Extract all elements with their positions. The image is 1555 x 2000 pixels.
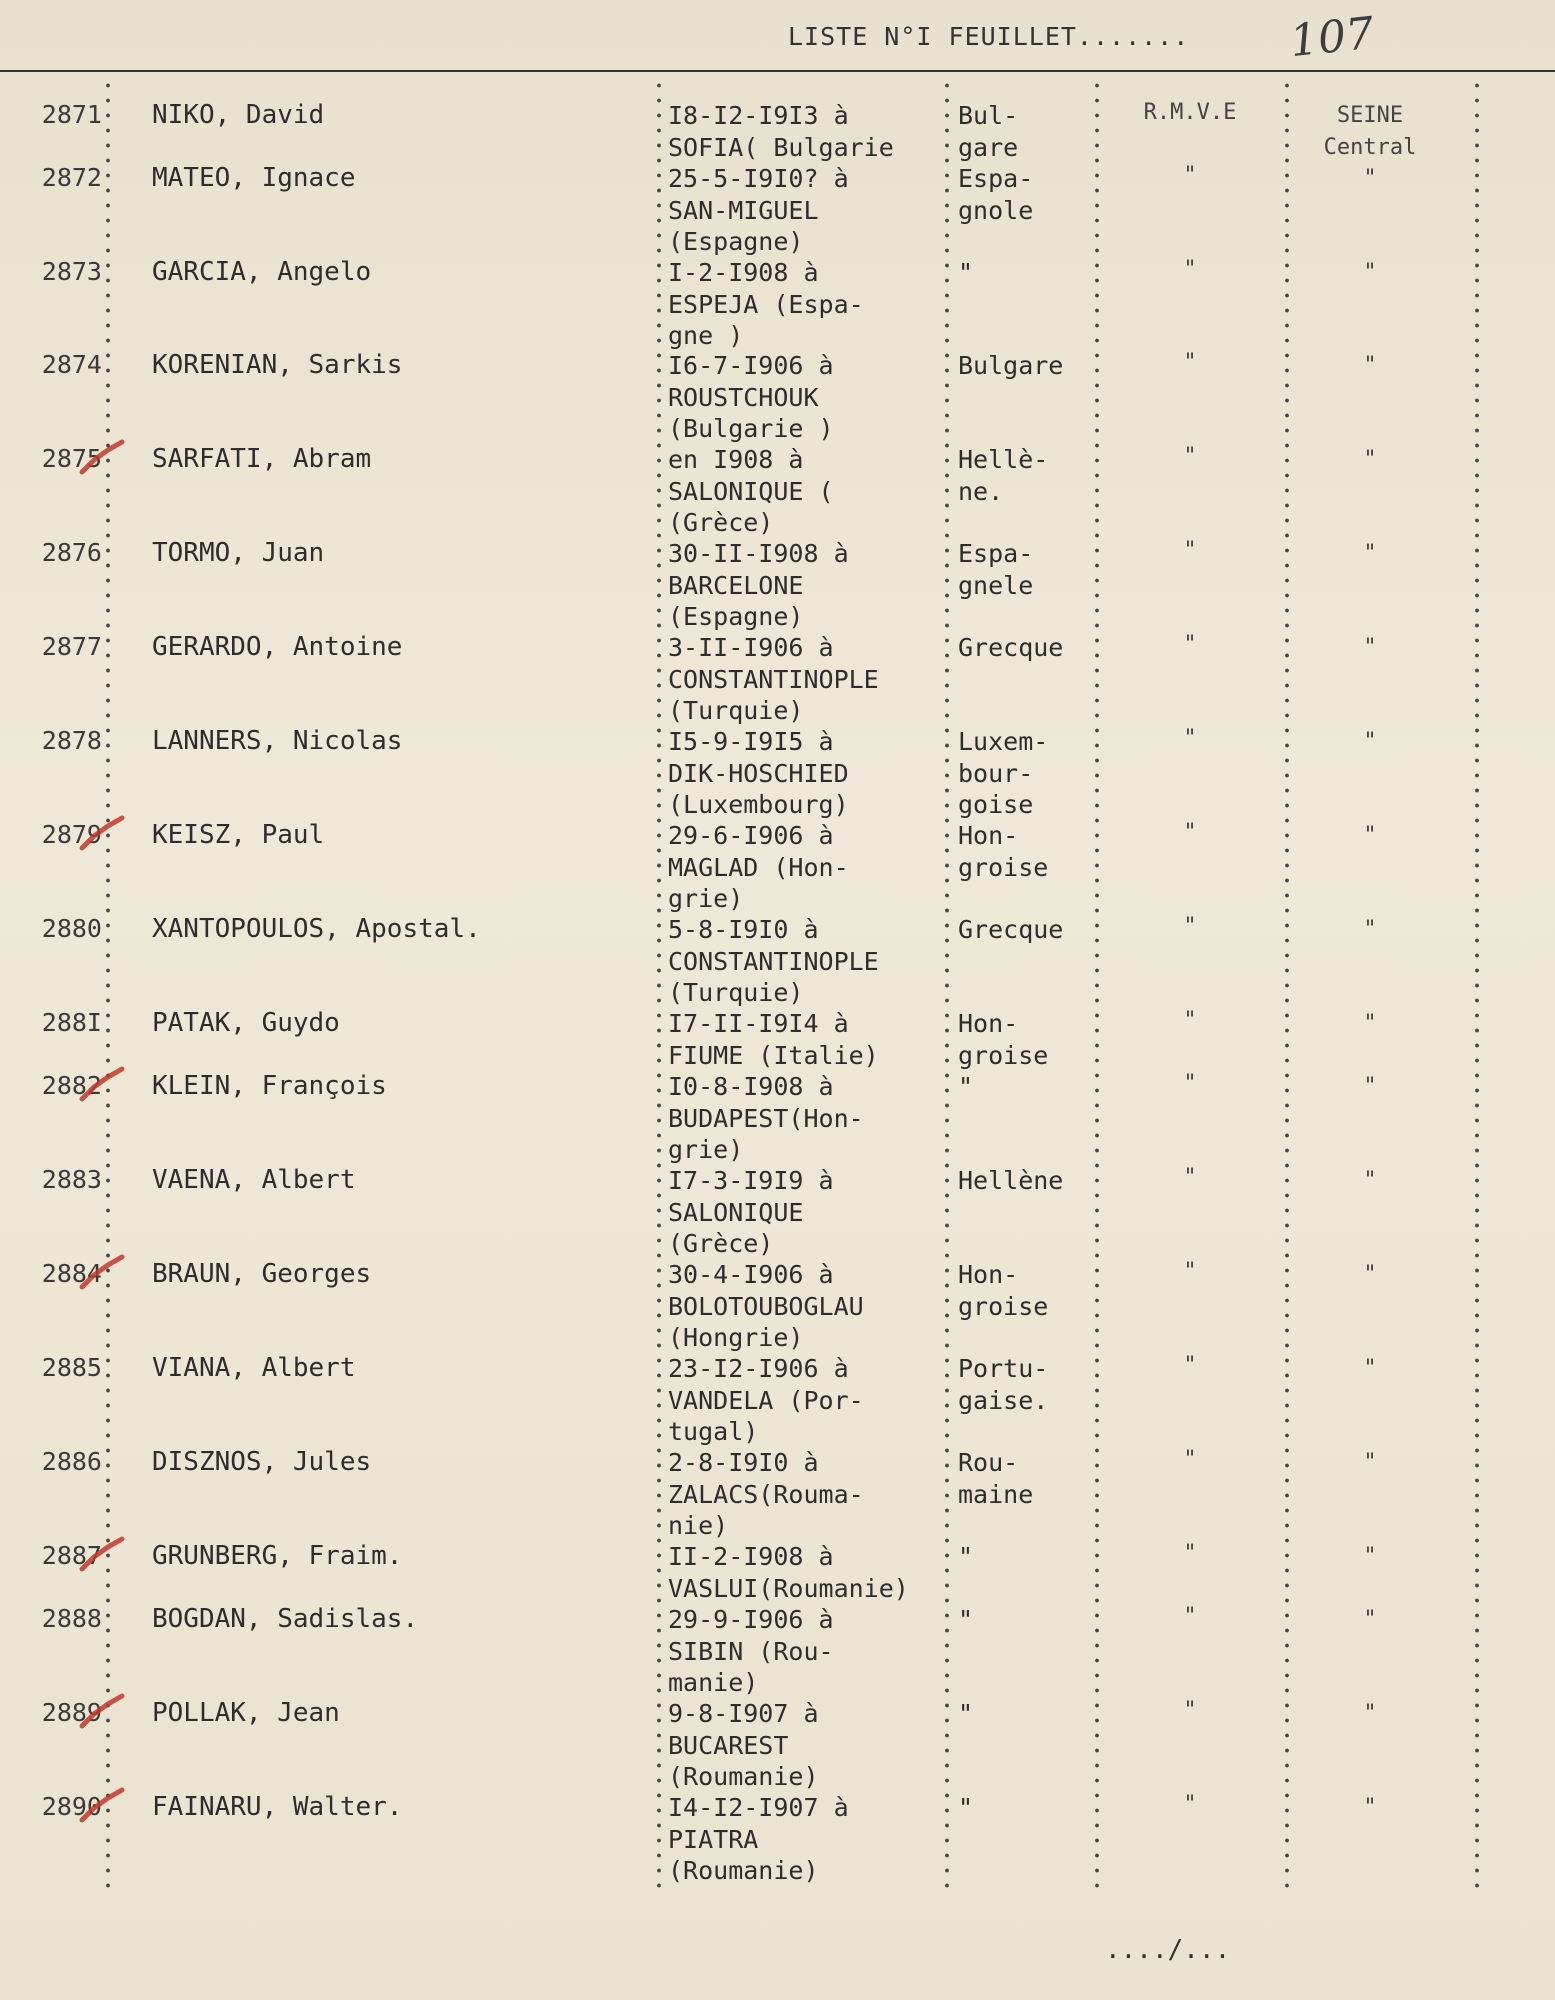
department xyxy=(1290,1447,1450,1479)
entry-number: 2876 xyxy=(41,538,102,567)
person-name: KORENIAN, Sarkis xyxy=(152,350,403,380)
person-name: TORMO, Juan xyxy=(152,538,325,568)
nationality-line: Luxem- xyxy=(958,727,1049,756)
department-line: " xyxy=(1363,917,1377,942)
nationality-line: Grecque xyxy=(958,915,1064,944)
birth-line: (Bulgarie ) xyxy=(668,414,834,443)
birth-line: manie) xyxy=(668,1668,759,1697)
birth-info xyxy=(668,1259,946,1354)
birth-line: FIUME (Italie) xyxy=(668,1040,879,1070)
person-name: MATEO, Ignace xyxy=(152,163,356,193)
person-name: PATAK, Guydo xyxy=(152,1008,340,1038)
nationality-line: Hellène xyxy=(958,1166,1064,1195)
handwritten-page-number: 107 xyxy=(1287,7,1377,68)
person-name: SARFATI, Abram xyxy=(152,444,372,474)
red-check-mark-icon xyxy=(78,1065,126,1105)
birth-line: (Luxembourg) xyxy=(668,790,849,819)
birth-line: (Turquie) xyxy=(668,696,804,725)
nationality xyxy=(958,1541,1098,1573)
nationality-line: Rou- xyxy=(958,1448,1019,1477)
register-entry xyxy=(0,820,1555,913)
department-line: SEINE xyxy=(1336,103,1404,128)
entry-number: 288I xyxy=(41,1008,102,1037)
rmve-status: R.M.V.E xyxy=(1143,100,1237,125)
person-name: XANTOPOULOS, Apostal. xyxy=(152,914,481,944)
department xyxy=(1290,1008,1450,1040)
birth-line: VANDELA (Por- xyxy=(668,1385,864,1415)
entry-number: 2873 xyxy=(41,257,102,286)
nationality-line: " xyxy=(958,1699,974,1728)
nationality xyxy=(958,632,1098,664)
department-line: " xyxy=(1363,166,1377,191)
entry-number: 2886 xyxy=(41,1447,102,1476)
rmve-status: " xyxy=(1183,1698,1197,1723)
birth-info xyxy=(668,1698,946,1793)
entry-number: 2872 xyxy=(41,163,102,192)
rmve-status: " xyxy=(1183,1353,1197,1378)
nationality-line: Bul- xyxy=(958,101,1019,130)
entry-number: 2889 xyxy=(41,1698,102,1727)
department-line: " xyxy=(1363,1168,1377,1193)
department xyxy=(1290,257,1450,289)
person-name: KEISZ, Paul xyxy=(152,820,325,850)
rmve-status: " xyxy=(1183,632,1197,657)
person-name: KLEIN, François xyxy=(152,1071,387,1101)
birth-info xyxy=(668,726,946,821)
nationality xyxy=(958,914,1098,946)
department-line: " xyxy=(1363,1011,1377,1036)
person-name: POLLAK, Jean xyxy=(152,1698,340,1728)
department xyxy=(1290,820,1450,852)
red-check-mark-icon xyxy=(78,814,126,854)
nationality xyxy=(958,163,1098,226)
nationality xyxy=(958,350,1098,382)
birth-line: grie) xyxy=(668,884,744,913)
birth-line: I0-8-I908 à xyxy=(668,1072,834,1101)
person-name: GERARDO, Antoine xyxy=(152,632,403,662)
birth-line: (Grèce) xyxy=(668,508,774,537)
register-entry xyxy=(0,1165,1555,1258)
nationality xyxy=(958,1792,1098,1824)
nationality-line: Espa- xyxy=(958,539,1034,568)
entry-number: 2884 xyxy=(41,1259,102,1288)
nationality xyxy=(958,257,1098,289)
nationality-line: Hellè- xyxy=(958,445,1049,474)
person-name: FAINARU, Walter. xyxy=(152,1792,403,1822)
entry-number: 2885 xyxy=(41,1353,102,1382)
nationality-line: " xyxy=(958,258,974,287)
nationality-line: groise xyxy=(958,852,1049,882)
entry-number: 2888 xyxy=(41,1604,102,1633)
birth-line: grie) xyxy=(668,1135,744,1164)
register-entry xyxy=(0,1698,1555,1791)
rmve-status: " xyxy=(1183,538,1197,563)
birth-info xyxy=(668,1353,946,1448)
red-check-mark-icon xyxy=(78,438,126,478)
nationality xyxy=(958,100,1098,163)
continuation-marker: ..../... xyxy=(1105,1935,1231,1965)
rmve-status: " xyxy=(1183,914,1197,939)
person-name: VAENA, Albert xyxy=(152,1165,356,1195)
register-entry xyxy=(0,1353,1555,1446)
register-entry xyxy=(0,914,1555,1007)
nationality xyxy=(958,1604,1098,1636)
birth-line: I7-3-I9I9 à xyxy=(668,1166,834,1195)
rmve-status: " xyxy=(1183,1071,1197,1096)
person-name: LANNERS, Nicolas xyxy=(152,726,403,756)
birth-line: PIATRA xyxy=(668,1824,759,1854)
nationality-line: " xyxy=(958,1605,974,1634)
birth-line: DIK-HOSCHIED xyxy=(668,758,849,788)
department xyxy=(1290,1792,1450,1824)
rmve-status: " xyxy=(1183,444,1197,469)
entry-number: 2883 xyxy=(41,1165,102,1194)
birth-line: ROUSTCHOUK xyxy=(668,382,819,412)
register-entry xyxy=(0,632,1555,725)
department-line: " xyxy=(1363,1701,1377,1726)
birth-line: 5-8-I9I0 à xyxy=(668,915,819,944)
birth-line: VASLUI(Roumanie) xyxy=(668,1573,909,1603)
department-line: " xyxy=(1363,1795,1377,1820)
birth-line: (Grèce) xyxy=(668,1229,774,1258)
rmve-status: " xyxy=(1183,1541,1197,1566)
red-check-mark-icon xyxy=(78,1692,126,1732)
nationality-line: " xyxy=(958,1542,974,1571)
person-name: BOGDAN, Sadislas. xyxy=(152,1604,419,1634)
birth-line: MAGLAD (Hon- xyxy=(668,852,849,882)
department-line: " xyxy=(1363,1074,1377,1099)
entry-number: 2878 xyxy=(41,726,102,755)
header-rule xyxy=(0,70,1555,72)
birth-line: 9-8-I907 à xyxy=(668,1699,819,1728)
birth-line: SALONIQUE xyxy=(668,1197,804,1227)
birth-line: (Roumanie) xyxy=(668,1856,819,1885)
department xyxy=(1290,1353,1450,1385)
nationality-line: gaise. xyxy=(958,1385,1049,1415)
birth-line: I7-II-I9I4 à xyxy=(668,1009,849,1038)
birth-info xyxy=(668,1165,946,1260)
department xyxy=(1290,1071,1450,1103)
person-name: BRAUN, Georges xyxy=(152,1259,372,1289)
birth-line: en I908 à xyxy=(668,445,804,474)
register-entry xyxy=(0,350,1555,443)
nationality-line: goise xyxy=(958,790,1034,819)
department-line: " xyxy=(1363,823,1377,848)
birth-info xyxy=(668,914,946,1009)
birth-info xyxy=(668,820,946,915)
nationality-line: Portu- xyxy=(958,1354,1049,1383)
birth-info xyxy=(668,350,946,445)
birth-info xyxy=(668,632,946,727)
birth-info xyxy=(668,1541,946,1604)
birth-line: gne ) xyxy=(668,321,744,350)
birth-info xyxy=(668,444,946,539)
birth-line: I6-7-I906 à xyxy=(668,351,834,380)
department xyxy=(1290,1259,1450,1291)
birth-line: (Espagne) xyxy=(668,227,804,256)
birth-line: ZALACS(Rouma- xyxy=(668,1479,864,1509)
nationality-line: gare xyxy=(958,132,1019,162)
nationality xyxy=(958,444,1098,507)
nationality xyxy=(958,1259,1098,1322)
birth-info xyxy=(668,1792,946,1887)
birth-line: SIBIN (Rou- xyxy=(668,1636,834,1666)
register-entry xyxy=(0,444,1555,537)
department-line: " xyxy=(1363,353,1377,378)
department-line: " xyxy=(1363,635,1377,660)
department xyxy=(1290,1165,1450,1197)
nationality xyxy=(958,1698,1098,1730)
birth-line: 29-9-I906 à xyxy=(668,1605,834,1634)
nationality-line: ne. xyxy=(958,476,1004,506)
nationality xyxy=(958,1353,1098,1416)
department xyxy=(1290,538,1450,570)
register-entry xyxy=(0,257,1555,350)
birth-line: ESPEJA (Espa- xyxy=(668,289,864,319)
birth-line: 23-I2-I906 à xyxy=(668,1354,849,1383)
nationality xyxy=(958,1447,1098,1510)
department-line: " xyxy=(1363,1607,1377,1632)
birth-line: II-2-I908 à xyxy=(668,1542,834,1571)
birth-line: 2-8-I9I0 à xyxy=(668,1448,819,1477)
entry-number: 2877 xyxy=(41,632,102,661)
department xyxy=(1290,726,1450,758)
nationality xyxy=(958,538,1098,601)
register-entry xyxy=(0,538,1555,631)
department-line: " xyxy=(1363,1356,1377,1381)
nationality xyxy=(958,820,1098,883)
entry-number: 2871 xyxy=(41,100,102,129)
birth-info xyxy=(668,1071,946,1166)
department-line: " xyxy=(1363,541,1377,566)
nationality xyxy=(958,1071,1098,1103)
birth-line: SALONIQUE ( xyxy=(668,476,834,506)
red-check-mark-icon xyxy=(78,1253,126,1293)
rmve-status: " xyxy=(1183,1165,1197,1190)
birth-line: BUDAPEST(Hon- xyxy=(668,1103,864,1133)
nationality-line: Hon- xyxy=(958,1009,1019,1038)
nationality-line: maine xyxy=(958,1479,1034,1509)
person-name: VIANA, Albert xyxy=(152,1353,356,1383)
birth-line: SOFIA( Bulgarie xyxy=(668,132,894,162)
birth-info xyxy=(668,538,946,633)
department-line: " xyxy=(1363,729,1377,754)
rmve-status: " xyxy=(1183,1792,1197,1817)
birth-line: 3-II-I906 à xyxy=(668,633,834,662)
birth-info xyxy=(668,163,946,258)
birth-line: (Espagne) xyxy=(668,602,804,631)
nationality-line: groise xyxy=(958,1040,1049,1070)
birth-line: (Hongrie) xyxy=(668,1323,804,1352)
rmve-status: " xyxy=(1183,1447,1197,1472)
department xyxy=(1290,100,1450,163)
department-line: Central xyxy=(1323,134,1417,160)
rmve-status: " xyxy=(1183,820,1197,845)
department xyxy=(1290,163,1450,195)
birth-line: CONSTANTINOPLE xyxy=(668,946,879,976)
nationality xyxy=(958,1008,1098,1071)
department xyxy=(1290,444,1450,476)
person-name: GRUNBERG, Fraim. xyxy=(152,1541,403,1571)
department-line: " xyxy=(1363,447,1377,472)
department xyxy=(1290,1698,1450,1730)
nationality-line: " xyxy=(958,1072,974,1101)
birth-line: CONSTANTINOPLE xyxy=(668,664,879,694)
birth-line: I8-I2-I9I3 à xyxy=(668,101,849,130)
nationality-line: " xyxy=(958,1793,974,1822)
register-entry xyxy=(0,1071,1555,1164)
birth-info xyxy=(668,1604,946,1699)
birth-line: tugal) xyxy=(668,1417,759,1446)
birth-line: (Turquie) xyxy=(668,978,804,1007)
entry-number: 2887 xyxy=(41,1541,102,1570)
nationality-line: bour- xyxy=(958,758,1034,788)
rmve-status: " xyxy=(1183,1008,1197,1033)
birth-line: SAN-MIGUEL xyxy=(668,195,819,225)
person-name: DISZNOS, Jules xyxy=(152,1447,372,1477)
birth-info xyxy=(668,100,946,163)
list-header-title: LISTE N°I FEUILLET....... xyxy=(788,22,1190,51)
department-line: " xyxy=(1363,1544,1377,1569)
rmve-status: " xyxy=(1183,1604,1197,1629)
birth-info xyxy=(668,257,946,352)
department xyxy=(1290,1604,1450,1636)
rmve-status: " xyxy=(1183,257,1197,282)
entry-number: 2879 xyxy=(41,820,102,849)
nationality-line: Bulgare xyxy=(958,351,1064,380)
rmve-status: " xyxy=(1183,726,1197,751)
birth-line: I4-I2-I907 à xyxy=(668,1793,849,1822)
birth-line: I-2-I908 à xyxy=(668,258,819,287)
nationality-line: gnole xyxy=(958,195,1034,225)
nationality-line: Grecque xyxy=(958,633,1064,662)
entry-number: 2890 xyxy=(41,1792,102,1821)
register-entry xyxy=(0,726,1555,819)
birth-line: I5-9-I9I5 à xyxy=(668,727,834,756)
nationality xyxy=(958,726,1098,821)
department xyxy=(1290,350,1450,382)
entry-number: 2882 xyxy=(41,1071,102,1100)
entry-number: 2874 xyxy=(41,350,102,379)
register-entry xyxy=(0,1604,1555,1697)
birth-info xyxy=(668,1447,946,1542)
person-name: NIKO, David xyxy=(152,100,325,130)
birth-line: 30-4-I906 à xyxy=(668,1260,834,1289)
department xyxy=(1290,1541,1450,1573)
register-entry xyxy=(0,1447,1555,1540)
department-line: " xyxy=(1363,260,1377,285)
birth-line: BOLOTOUBOGLAU xyxy=(668,1291,864,1321)
person-name: GARCIA, Angelo xyxy=(152,257,372,287)
birth-line: BUCAREST xyxy=(668,1730,789,1760)
nationality-line: Espa- xyxy=(958,164,1034,193)
birth-info xyxy=(668,1008,946,1071)
nationality-line: gnele xyxy=(958,570,1034,600)
birth-line: nie) xyxy=(668,1511,729,1540)
entry-number: 2880 xyxy=(41,914,102,943)
department xyxy=(1290,914,1450,946)
register-entry xyxy=(0,163,1555,256)
register-entry xyxy=(0,1792,1555,1885)
department-line: " xyxy=(1363,1262,1377,1287)
entry-number: 2875 xyxy=(41,444,102,473)
birth-line: BARCELONE xyxy=(668,570,804,600)
birth-line: (Roumanie) xyxy=(668,1762,819,1791)
nationality-line: Hon- xyxy=(958,1260,1019,1289)
nationality-line: Hon- xyxy=(958,821,1019,850)
red-check-mark-icon xyxy=(78,1786,126,1826)
birth-line: 30-II-I908 à xyxy=(668,539,849,568)
rmve-status: " xyxy=(1183,163,1197,188)
nationality xyxy=(958,1165,1098,1197)
red-check-mark-icon xyxy=(78,1535,126,1575)
birth-line: 25-5-I9I0? à xyxy=(668,164,849,193)
department-line: " xyxy=(1363,1450,1377,1475)
rmve-status: " xyxy=(1183,1259,1197,1284)
birth-line: 29-6-I906 à xyxy=(668,821,834,850)
register-entry xyxy=(0,1259,1555,1352)
nationality-line: groise xyxy=(958,1291,1049,1321)
department xyxy=(1290,632,1450,664)
rmve-status: " xyxy=(1183,350,1197,375)
